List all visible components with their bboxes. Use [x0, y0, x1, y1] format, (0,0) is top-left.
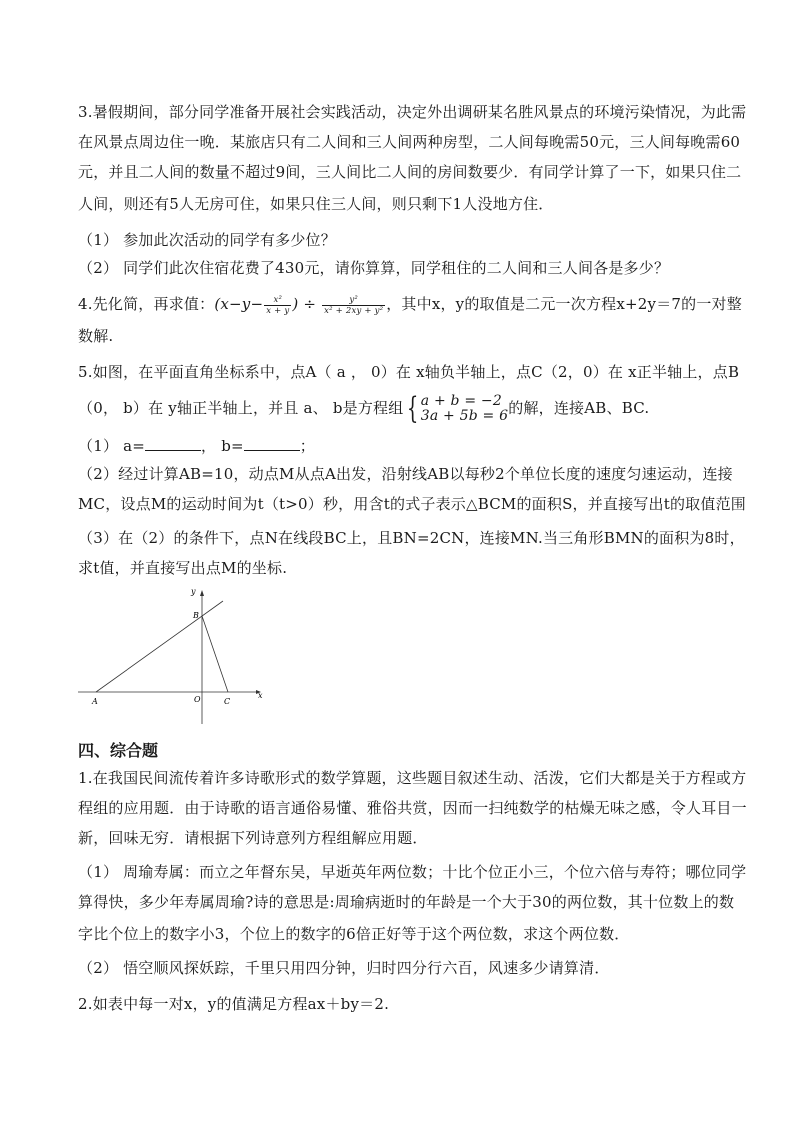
problem-3-line-3: 元，并且二人间的数量不超过9间，三人间比二人间的房间数要少．有同学计算了一下，如果只住二	[78, 163, 742, 181]
problem-5-question-3-line-1: （3）在（2）的条件下，点N在线段BC上，且BN=2CN，连接MN.当三角形BMN的面积为8时，	[78, 529, 745, 547]
section-4-paragraph-1-line-3: 新，回味无穷．请根据下列诗意列方程组解应用题．	[78, 829, 428, 847]
equation-1: a + b = −2	[420, 393, 502, 409]
equation-system	[403, 391, 509, 426]
coordinate-figure	[78, 586, 268, 726]
problem-3-line-2: 在风景点周边住一晚．某旅店只有二人间和三人间两种房型，二人间每晚需50元，三人间每晚需60	[78, 133, 741, 151]
fraction-1-denominator: x + y	[266, 305, 290, 316]
problem-3-question-2: （2） 同学们此次住宿花费了430元，请你算算，同学租住的二人间和三人间各是多少？	[78, 259, 670, 277]
equation-2: 3a + 5b = 6	[420, 408, 509, 424]
question-1-label-a: （1） a=	[78, 437, 146, 455]
question-1-label-b: ， b=	[201, 437, 244, 455]
question-1-end: ；	[299, 437, 315, 455]
problem-5-line-2-suffix: 的解，连接AB、BC.	[508, 399, 650, 417]
problem-3-question-1: （1） 参加此次活动的同学有多少位？	[78, 231, 336, 249]
problem-4-line-1	[78, 294, 742, 316]
answer-blank-b[interactable]	[244, 436, 300, 451]
section-4-question-1-line-3: 字比个位上的数字小3，个位上的数字的6倍正好等于这个两位数，求这个两位数．	[78, 925, 630, 943]
label-b: B	[193, 611, 199, 620]
fraction-2-numerator: y²	[322, 295, 385, 306]
fraction-2-denominator: x² + 2xy + y²	[324, 305, 384, 316]
section-4-problem-2: 2.如表中每一对x，y的值满足方程ax＋by＝2.	[78, 995, 390, 1013]
problem-3-line-1: 3.暑假期间，部分同学准备开展社会实践活动，决定外出调研某名胜风景点的环境污染情况，为此需	[78, 103, 747, 121]
section-title: 四、综合题	[78, 741, 159, 760]
label-a: A	[92, 697, 98, 706]
segment-bc	[202, 616, 228, 692]
fraction-2	[322, 295, 385, 316]
problem-3-line-4: 人间，则还有5人无房可住，如果只住三人间，则只剩下1人没地方住．	[78, 195, 554, 213]
expression-part-a: (x−y−	[214, 295, 264, 313]
label-y: y	[191, 587, 196, 596]
section-4-question-1-line-2: 算得快，多少年寿属周瑜?诗的意思是:周瑜病逝时的年龄是一个大于30的两位数，其十位数上的数	[78, 893, 735, 911]
fraction-1-numerator: x²	[264, 295, 291, 306]
y-axis-arrow	[200, 590, 204, 596]
problem-4-suffix: ，其中x，y的取值是二元一次方程x+2y＝7的一对整	[386, 295, 742, 313]
section-4-paragraph-1-line-1: 1.在我国民间流传着许多诗歌形式的数学算题，这些题目叙述生动、活泼，它们大都是关于方程或方	[78, 769, 747, 787]
problem-5-question-2-line-1: （2）经过计算AB=10，动点M从点A出发，沿射线AB以每秒2个单位长度的速度匀速运动，连接	[78, 465, 733, 483]
line-ab	[96, 601, 223, 692]
problem-5-line-2	[78, 391, 738, 426]
section-4-question-1-line-1: （1） 周瑜寿属：而立之年督东吴，早逝英年两位数；十比个位正小三，个位六倍与寿符；哪位同学	[78, 863, 747, 881]
system-brace: {	[407, 391, 419, 426]
problem-5-question-2-line-2: MC，设点M的运动时间为t（t>0）秒，用含t的式子表示△BCM的面积S，并直接写出t的取值范围	[78, 495, 746, 513]
problem-5-line-2-prefix: （0， b）在 y轴正半轴上，并且 a、 b是方程组	[78, 399, 404, 417]
label-o: O	[194, 695, 201, 704]
problem-5-line-1: 5.如图，在平面直角坐标系中，点A（ a ， 0）在 x轴负半轴上，点C（2，0）在 x正半轴上，点B	[78, 363, 740, 381]
problem-4-line-2: 数解.	[78, 327, 114, 345]
section-4-question-2: （2） 悟空顺风探妖踪，千里只用四分钟，归时四分行六百，风速多少请算清．	[78, 959, 610, 977]
expression-part-b: ) ÷	[292, 295, 322, 313]
answer-blank-a[interactable]	[145, 436, 201, 451]
fraction-1	[264, 295, 291, 316]
section-4-paragraph-1-line-2: 程组的应用题．由于诗歌的语言通俗易懂、雅俗共赏，因而一扫纯数学的枯燥无味之感，令人耳目一	[78, 799, 747, 817]
problem-4-prefix: 4.先化简，再求值：	[78, 295, 215, 313]
label-x: x	[258, 691, 263, 700]
problem-5-question-3-line-2: 求t值，并直接写出点M的坐标.	[78, 559, 288, 577]
system-equations	[421, 394, 509, 424]
label-c: C	[224, 697, 231, 706]
problem-5-question-1	[78, 436, 738, 456]
